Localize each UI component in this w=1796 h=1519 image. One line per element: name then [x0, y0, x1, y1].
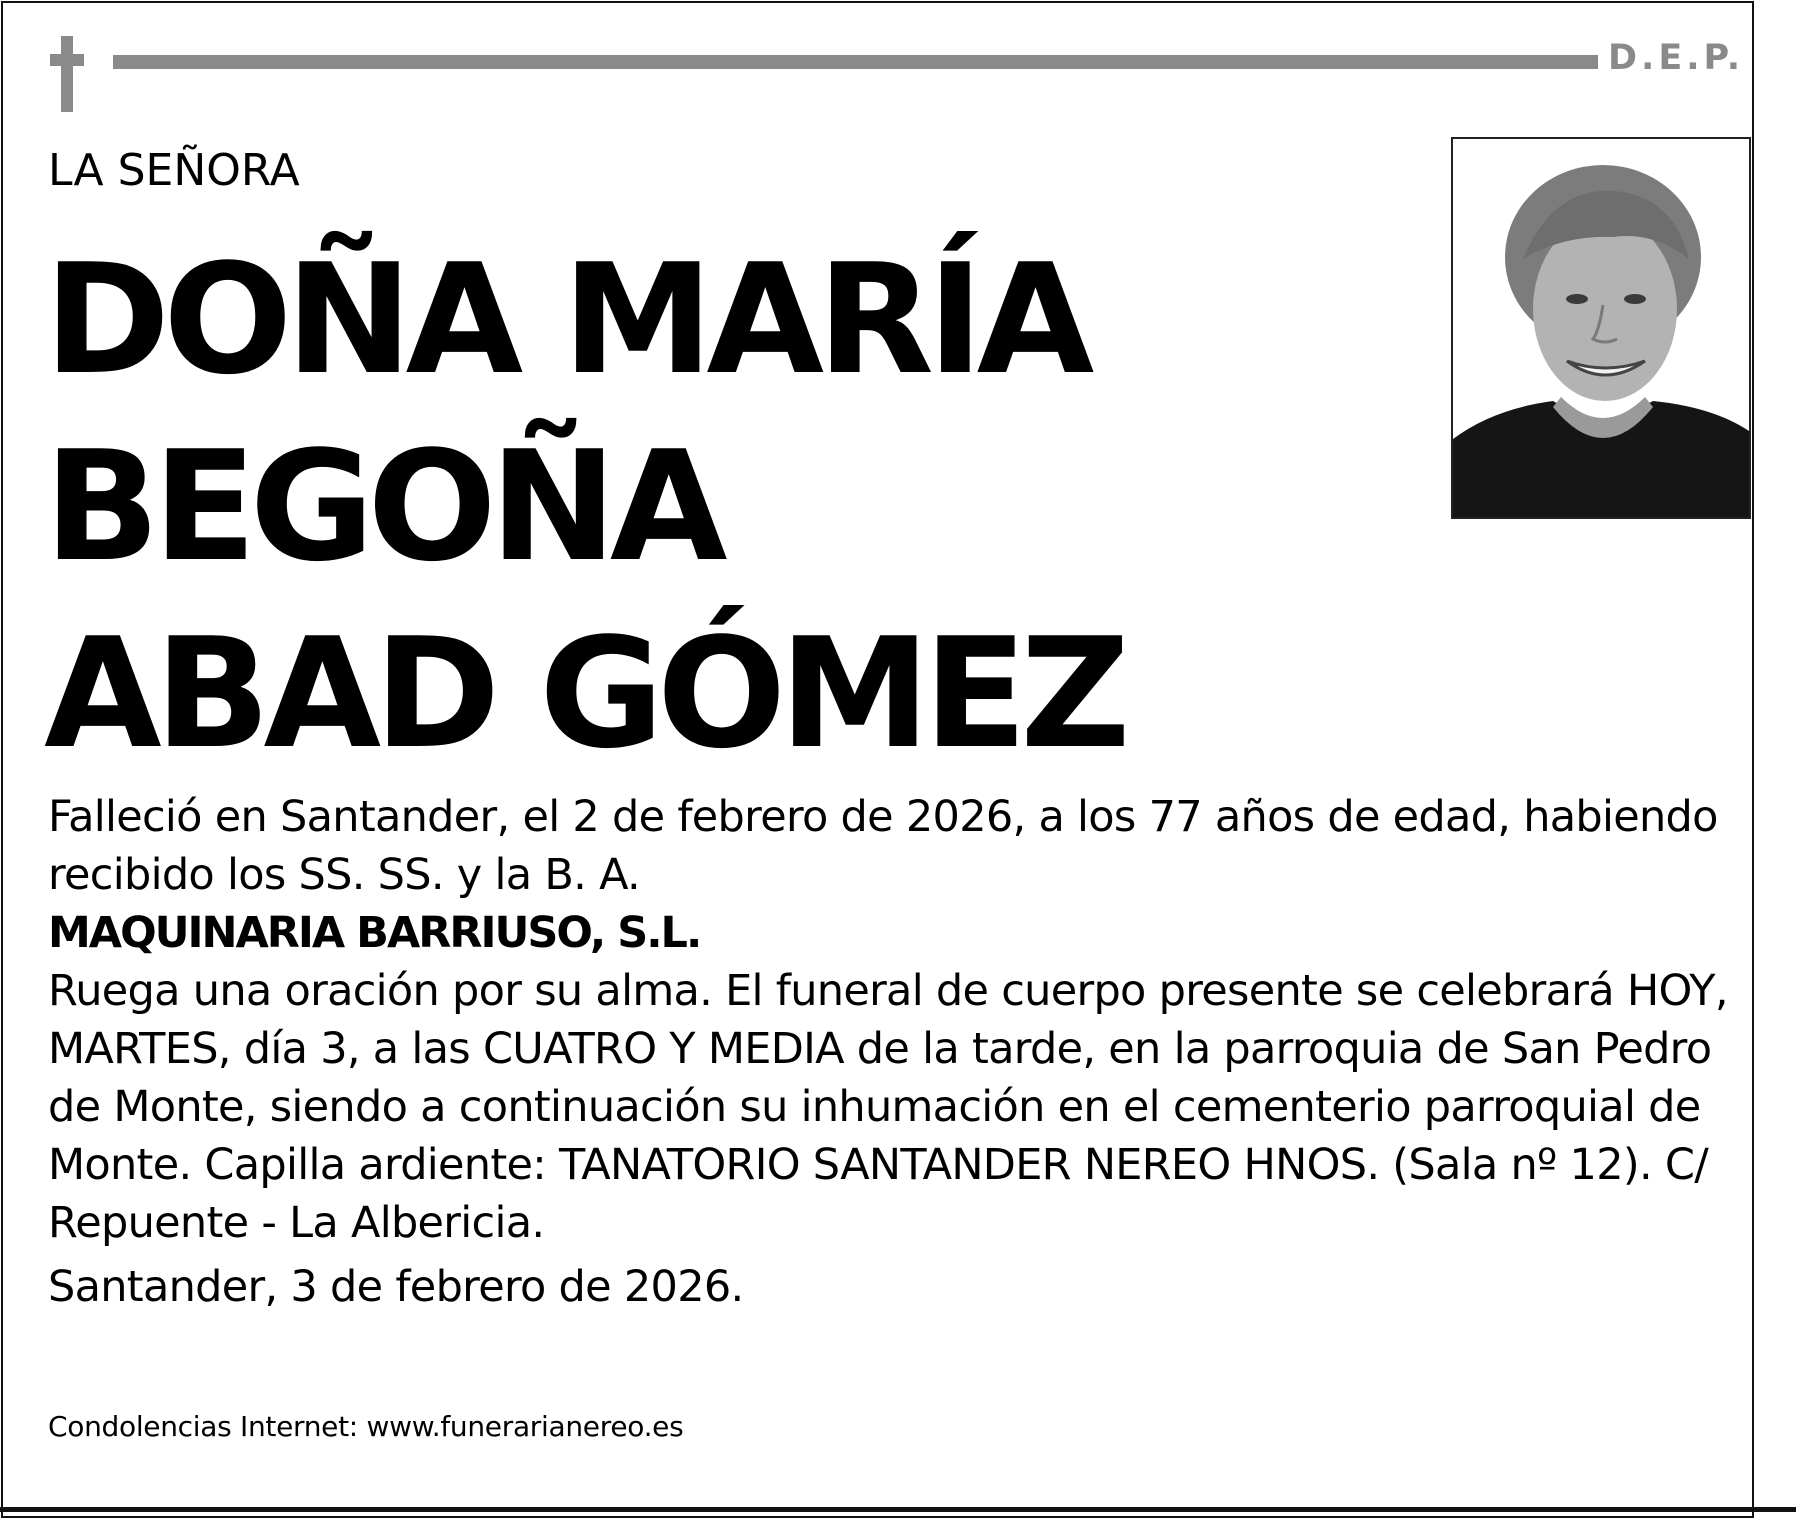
- name-line: DOÑA MARÍA: [44, 231, 1088, 408]
- dep-label: D.E.P.: [1608, 38, 1745, 78]
- company-name: MAQUINARIA BARRIUSO, S.L.: [48, 908, 701, 958]
- header-rule: [113, 55, 1598, 69]
- service-paragraph: Ruega una oración por su alma. El funeral de cuerpo presente se celebrará HOY, MARTES, día 3, a las CUATRO Y MEDIA de la tarde, en la parroquia de San Pedro de Monte, siendo a continuación su inhumación en el cementerio parroquial de Monte. Capilla ardiente: TANATORIO SANTANDER NEREO HNOS. (Sala nº 12). C/ Repuente - La Albericia.: [48, 966, 1728, 1248]
- place-date: Santander, 3 de febrero de 2026.: [48, 1262, 744, 1312]
- portrait-photo: [1451, 137, 1751, 519]
- name-line: ABAD GÓMEZ: [44, 605, 1124, 782]
- obituary-body: [48, 788, 1748, 1316]
- name-line: BEGOÑA: [44, 418, 721, 595]
- death-paragraph: Falleció en Santander, el 2 de febrero de 2026, a los 77 años de edad, habiendo recibido los SS. SS. y la B. A.: [48, 792, 1718, 900]
- cross-icon: [50, 36, 84, 112]
- deceased-name: [44, 226, 1124, 787]
- bottom-rule: [0, 1507, 1796, 1512]
- portrait-illustration: [1453, 139, 1749, 517]
- condolences-line: Condolencias Internet: www.funerarianereo.es: [48, 1410, 684, 1443]
- honorific: LA SEÑORA: [48, 145, 300, 196]
